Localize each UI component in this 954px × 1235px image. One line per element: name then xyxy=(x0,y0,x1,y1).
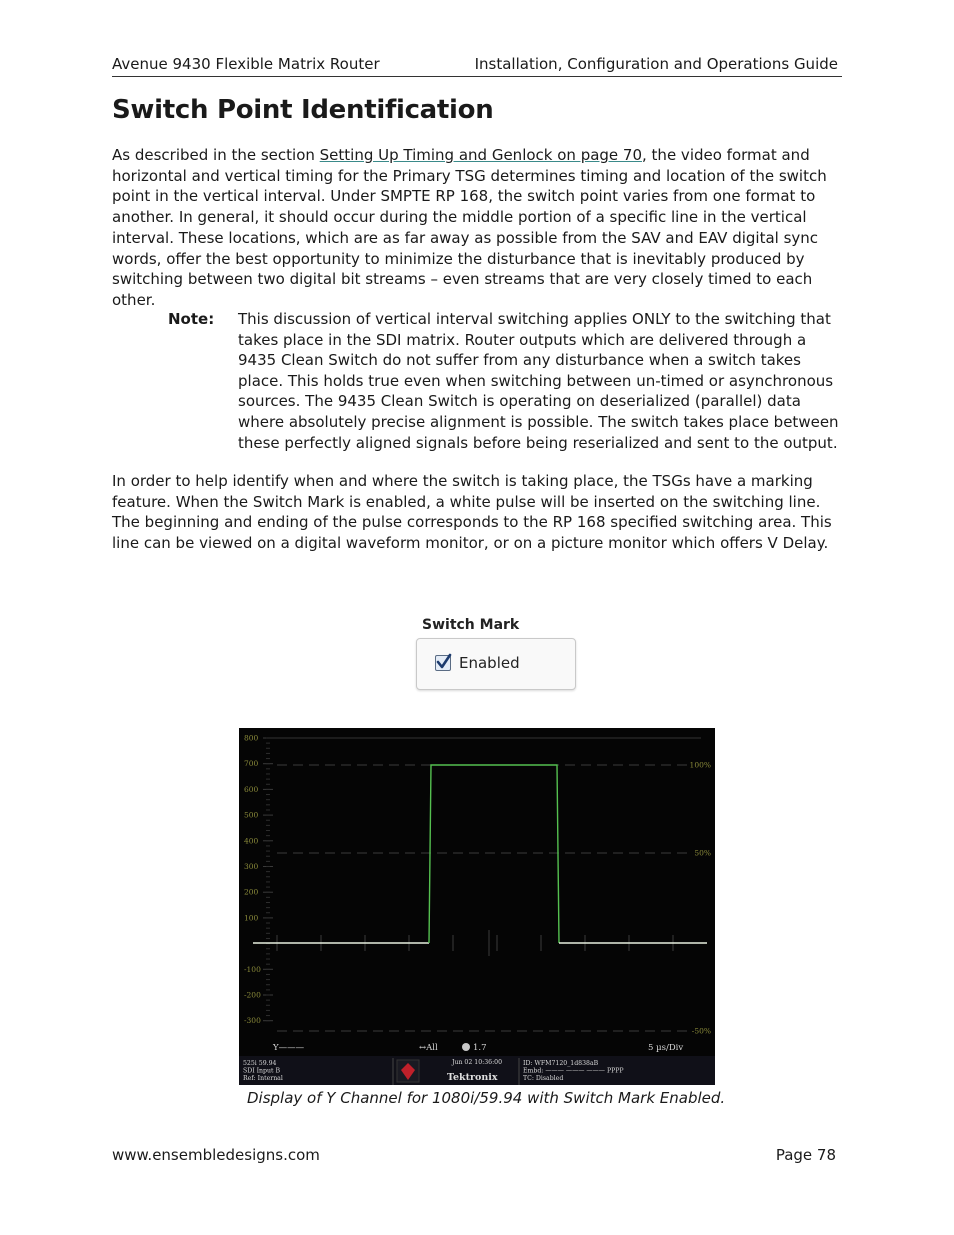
gain-icon xyxy=(462,1043,470,1051)
header-document-title: Avenue 9430 Flexible Matrix Router xyxy=(112,55,380,73)
footer-website: www.ensembledesigns.com xyxy=(112,1146,320,1164)
status-id: ID: WFM7120_1d838aB xyxy=(523,1060,599,1067)
left-scale-label: 600 xyxy=(244,784,259,794)
checkmark-icon xyxy=(435,653,453,671)
status-timecode: TC: Disabled xyxy=(523,1075,564,1082)
switch-mark-control xyxy=(414,616,579,692)
channel-readout: Y——— xyxy=(273,1043,305,1053)
switch-mark-label: Switch Mark xyxy=(422,617,520,633)
timing-genlock-link[interactable]: Setting Up Timing and Genlock on page 70 xyxy=(319,146,643,164)
right-scale-label: 100% xyxy=(689,760,711,770)
right-scale-label: -50% xyxy=(691,1026,711,1036)
switch-mark-checkbox[interactable] xyxy=(435,655,451,671)
figure-caption: Display of Y Channel for 1080i/59.94 with Switch Mark Enabled. xyxy=(247,1089,726,1107)
intro-paragraph xyxy=(112,145,844,311)
footer-page-number: Page 78 xyxy=(775,1146,836,1164)
status-reference: Ref: Internal xyxy=(243,1075,283,1082)
note-label: Note: xyxy=(168,310,215,328)
sweep-mode-readout: ↔All xyxy=(419,1043,438,1053)
section-title: Switch Point Identification xyxy=(112,95,494,125)
timebase-readout: 5 µs/Div xyxy=(648,1043,684,1053)
status-input: SDI Input B xyxy=(243,1067,280,1075)
switch-mark-enabled-label[interactable]: Enabled xyxy=(459,654,520,672)
tektronix-logo: Tektronix xyxy=(447,1072,498,1083)
left-scale-label: 200 xyxy=(244,887,259,897)
left-scale-label: 500 xyxy=(244,810,259,820)
left-scale-label: 100 xyxy=(244,913,259,923)
left-scale-label: 800 xyxy=(244,733,259,743)
gain-readout: 1.7 xyxy=(473,1043,487,1053)
waveform-screen xyxy=(239,728,715,1085)
switch-mark-paragraph: In order to help identify when and where the switch is taking place, the TSGs have a marking feature. When the Switch Mark is enabled, a white pulse will be inserted on the switching line. The beginning and ending of the pulse corresponds to the RP 168 specified switching area. This line can be viewed on a digital waveform monitor, or on a picture monitor which offers V Delay. xyxy=(112,472,832,553)
waveform-monitor-display xyxy=(239,728,715,1085)
header-guide-title: Installation, Configuration and Operations Guide xyxy=(474,55,838,73)
intro-text-after: , the video format and horizontal and vertical timing for the Primary TSG determines timing and location of the switch point in the vertical interval. Under SMPTE RP 168, the switch point varies from one format to another. In general, it should occur during the middle portion of a specific line in the vertical interval. These locations, which are as far away as possible from the SAV and EAV digital sync words, offer the best opportunity to minimize the disturbance that is inevitably produced by switching between two digital bit streams – even streams that are very closely timed to each other. xyxy=(112,146,827,309)
left-scale-label: 700 xyxy=(244,759,259,769)
status-embedded: Embd: ——— ——— ——— PPPP xyxy=(523,1067,624,1075)
status-date: Jun 02 10:36:00 xyxy=(452,1059,503,1066)
left-scale-label: -100 xyxy=(244,964,261,974)
left-scale-label: -300 xyxy=(244,1016,261,1026)
left-scale-label: 400 xyxy=(244,836,259,846)
switch-mark-box xyxy=(416,638,576,690)
intro-text-before: As described in the section xyxy=(112,146,320,164)
status-format: 525i 59.94 xyxy=(243,1060,277,1067)
right-scale-label: 50% xyxy=(694,848,711,858)
note-text: This discussion of vertical interval switching applies ONLY to the switching that takes place in the SDI matrix. Router outputs which are delivered through a 9435 Clean Switch do not suffer from any disturbance when a switch takes place. This holds true even when switching between un-timed or asynchronous sources. The 9435 Clean Switch is operating on deserialized (parallel) data where absolutely precise alignment is possible. The switch takes place between these perfectly aligned signals before being reserialized and sent to the output. xyxy=(238,310,839,452)
left-scale-label: 300 xyxy=(244,862,259,871)
left-scale-label: -200 xyxy=(244,990,261,1000)
page-header xyxy=(112,55,842,77)
